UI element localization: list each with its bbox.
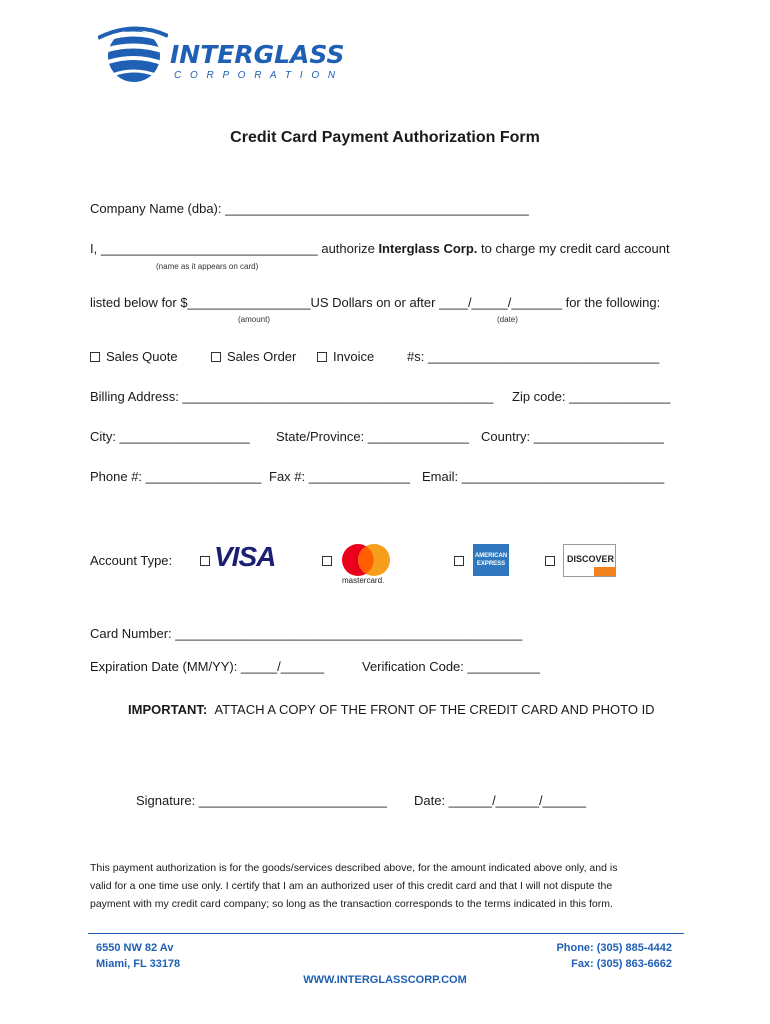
discover-checkbox[interactable]	[545, 556, 555, 566]
logo-globe-icon	[98, 26, 168, 86]
sales-quote-checkbox[interactable]	[90, 352, 100, 362]
visa-logo: VISA	[214, 541, 276, 572]
name-hint: (name as it appears on card)	[156, 262, 259, 271]
invoice-option[interactable]	[317, 349, 374, 364]
company-name-field[interactable]: Company Name (dba): __________________________________________	[90, 201, 529, 216]
signature-field[interactable]: Signature: __________________________	[136, 793, 387, 808]
authorized-company: Interglass Corp.	[378, 241, 478, 256]
discover-stripe	[594, 567, 616, 576]
signature-date-field[interactable]: Date: ______/______/______	[414, 793, 587, 808]
sales-order-checkbox[interactable]	[211, 352, 221, 362]
expiration-date-field[interactable]: Expiration Date (MM/YY): _____/______	[90, 659, 325, 674]
logo-subtitle: C O R P O R A T I O N	[174, 70, 339, 81]
sales-quote-label: Sales Quote	[106, 349, 178, 364]
phone-field[interactable]: Phone #: ________________	[90, 469, 262, 484]
mastercard-wordmark: mastercard.	[342, 576, 385, 585]
important-notice	[128, 702, 655, 717]
city-field[interactable]: City: __________________	[90, 429, 250, 444]
disclaimer-line-3: payment with my credit card company; so long as the transaction corresponds to the terms indicated in this form.	[90, 898, 613, 910]
disclaimer-line-2: valid for a one time use only. I certify that I am an authorized user of this credit card and that I will not dispute the	[90, 880, 613, 892]
disclaimer-line-1: This payment authorization is for the goods/services described above, for the amount indicated above only, and is	[90, 862, 618, 874]
amount-hint: (amount)	[238, 315, 271, 324]
visa-checkbox[interactable]	[200, 556, 210, 566]
card-number-field[interactable]: Card Number: ________________________________________________	[90, 626, 523, 641]
footer-website[interactable]: WWW.INTERGLASSCORP.COM	[303, 974, 467, 986]
sales-order-option[interactable]	[211, 349, 296, 364]
authorization-text: to charge my credit card account	[477, 241, 670, 256]
amex-logo-bottom: EXPRESS	[476, 561, 506, 567]
footer-phone: Phone: (305) 885-4442	[556, 942, 672, 954]
mastercard-checkbox[interactable]	[322, 556, 332, 566]
company-logo	[98, 26, 398, 86]
discover-wordmark: DISCOVER	[567, 554, 615, 564]
footer-address-1: 6550 NW 82 Av	[96, 942, 174, 954]
sales-order-label: Sales Order	[227, 349, 297, 364]
logo-name: INTERGLASS	[170, 40, 345, 69]
amex-logo	[473, 544, 509, 576]
mastercard-logo-icon	[338, 542, 394, 578]
date-hint: (date)	[497, 315, 518, 324]
authorization-line	[90, 241, 670, 256]
document-numbers-field[interactable]: #s: ________________________________	[407, 349, 660, 364]
page-title: Credit Card Payment Authorization Form	[230, 129, 540, 146]
fax-field[interactable]: Fax #: ______________	[269, 469, 410, 484]
billing-address-field[interactable]: Billing Address: ___________________________________________	[90, 389, 494, 404]
invoice-checkbox[interactable]	[317, 352, 327, 362]
footer-address-2: Miami, FL 33178	[96, 958, 181, 970]
amex-checkbox[interactable]	[454, 556, 464, 566]
state-field[interactable]: State/Province: ______________	[276, 429, 469, 444]
discover-logo	[563, 544, 616, 577]
cardholder-name-field[interactable]: I, ______________________________ authorize	[90, 241, 379, 256]
important-text: ATTACH A COPY OF THE FRONT OF THE CREDIT CARD AND PHOTO ID	[214, 702, 655, 717]
zip-code-field[interactable]: Zip code: ______________	[512, 389, 671, 404]
amex-logo-top: AMERICAN	[474, 553, 508, 559]
amount-date-field[interactable]: listed below for $_________________US Dollars on or after ____/_____/_______ for the following:	[90, 295, 661, 310]
country-field[interactable]: Country: __________________	[481, 429, 664, 444]
footer-fax: Fax: (305) 863-6662	[571, 958, 672, 970]
account-type-label: Account Type:	[90, 553, 173, 568]
important-label: IMPORTANT:	[128, 702, 208, 717]
footer-divider	[88, 933, 684, 934]
sales-quote-option[interactable]	[90, 349, 178, 364]
email-field[interactable]: Email: ____________________________	[422, 469, 665, 484]
invoice-label: Invoice	[333, 349, 375, 364]
verification-code-field[interactable]: Verification Code: __________	[362, 659, 540, 674]
